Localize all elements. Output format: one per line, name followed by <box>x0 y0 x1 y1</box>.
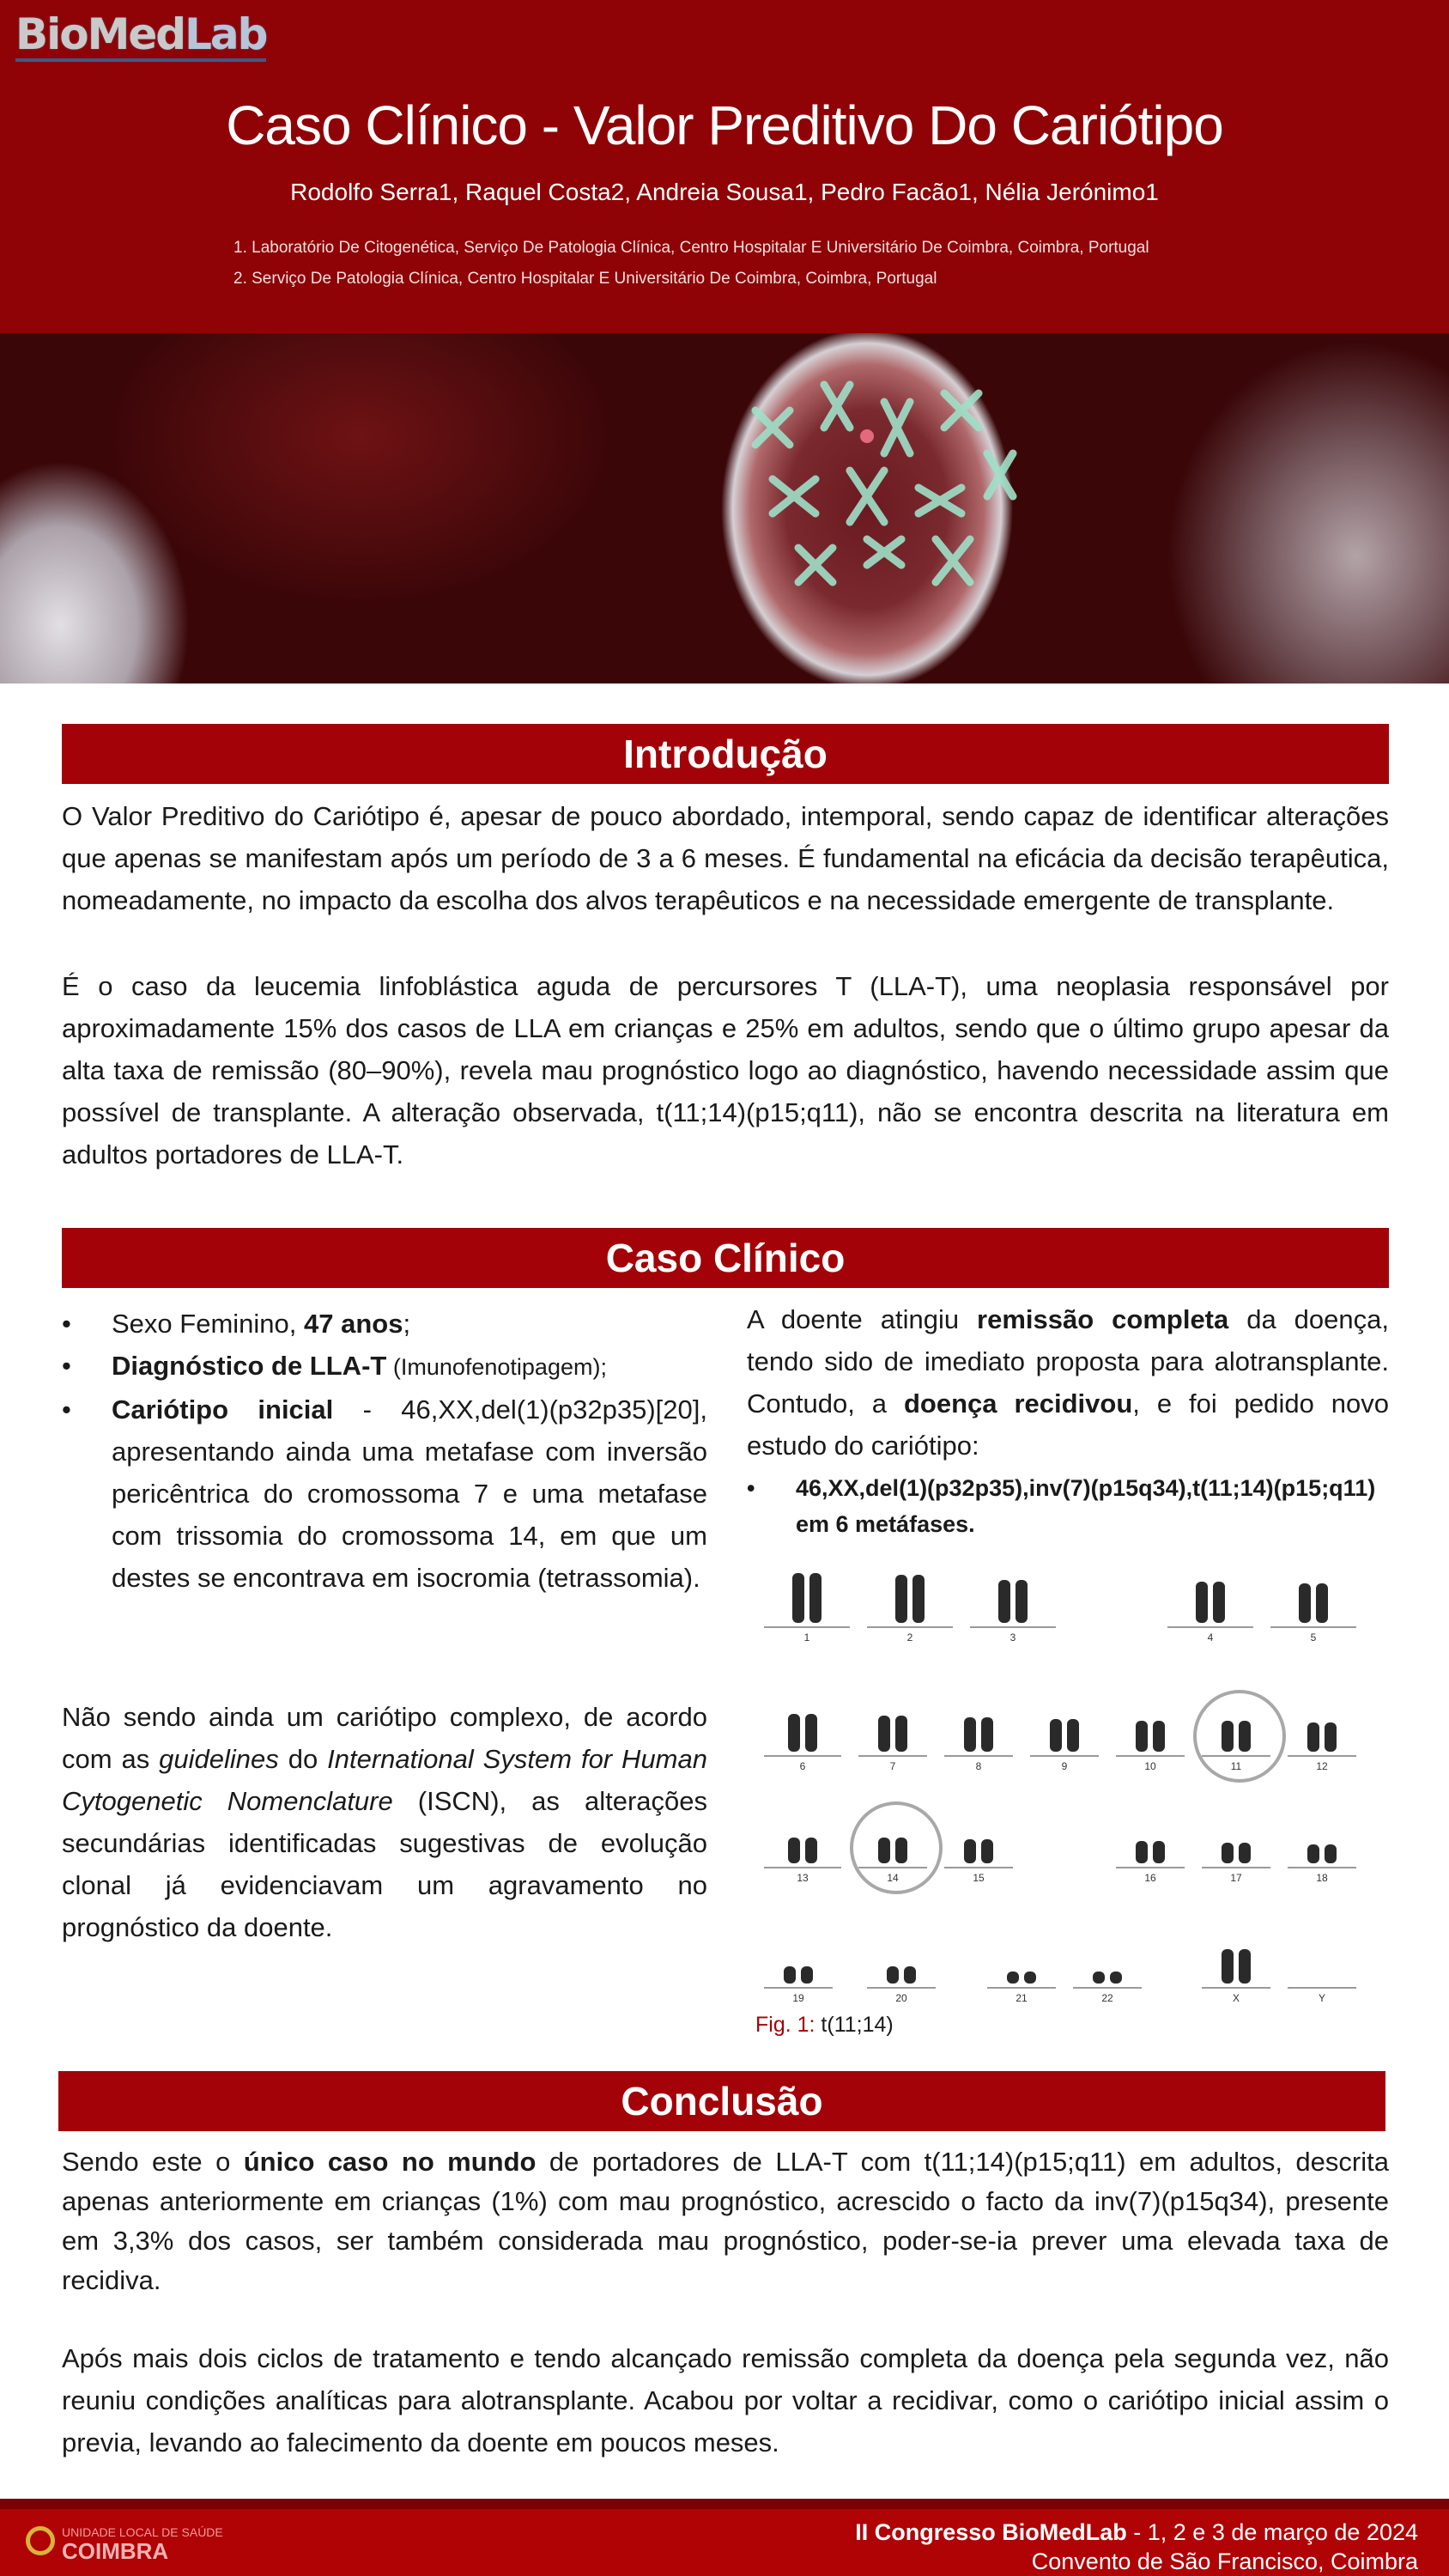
intro-paragraph-2: É o caso da leucemia linfoblástica aguda de percursores T (LLA-T), uma neoplasia responsável por aproximadamente 15% dos casos de LLA em crianças e 25% em adultos, sendo que o último grupo apesar da alta taxa de remissão (80–90%), revela mau prognóstico logo ao diagnóstico, havendo necessidade assim que possível de transplante. A alteração observada, t(11;14)(p15;q11), não se encontra descrita na literatura em adultos portadores de LLA-T. <box>62 971 1389 1170</box>
chromosome-illustration <box>0 333 1449 683</box>
chromosome-shapes <box>1030 1700 1099 1752</box>
uls-coimbra-logo <box>26 2524 223 2562</box>
chromosome-shape <box>1325 1722 1337 1752</box>
uls-big-text: COIMBRA <box>62 2538 169 2564</box>
chromosome-pair <box>987 1932 1056 2004</box>
chromosome-shape <box>1196 1582 1208 1623</box>
chromosome-number: 19 <box>792 1992 804 2004</box>
chromosome-baseline <box>764 1867 841 1868</box>
chromosome-number: Y <box>1318 1992 1325 2004</box>
chromosome-shape <box>964 1839 976 1863</box>
relapse-karyotype: • 46,XX,del(1)(p32p35),inv(7)(p15q34),t(11;14)(p15;q11) em 6 metáfases. <box>747 1470 1389 1542</box>
chromosome-pair <box>764 1812 841 1884</box>
chromosome-shapes <box>1288 1812 1356 1863</box>
case-left-paragraph: Não sendo ainda um cariótipo complexo, de acordo com as guidelines do International System for Human Cytogenetic Nomenclature (ISCN), as alterações secundárias identificadas sugestivas de evolução clonal já evidenciavam um agravamento no prognóstico da doente. <box>62 1702 708 1942</box>
chromosome-number: 16 <box>1144 1872 1156 1884</box>
chromosome-shape <box>1316 1583 1328 1623</box>
chromosome-number: 14 <box>887 1872 899 1884</box>
case-heading: Caso Clínico <box>62 1228 1389 1288</box>
chromosome-number: 15 <box>973 1872 985 1884</box>
chromosome-shape <box>805 1714 817 1752</box>
chromosome-shapes <box>944 1812 1013 1863</box>
chromosome-pair <box>867 1932 936 2004</box>
chromosome-number: 21 <box>1016 1992 1028 2004</box>
chromosome-baseline <box>764 1987 833 1989</box>
chromosome-baseline <box>867 1987 936 1989</box>
chromosome-baseline <box>1288 1867 1356 1868</box>
chromosome-shape <box>1007 1971 1019 1984</box>
chromosome-pair <box>867 1571 953 1643</box>
chromosome-shape <box>1067 1719 1079 1752</box>
chromosome-shape <box>788 1714 800 1752</box>
footer-stripe <box>0 2499 1449 2509</box>
chromosome-number: 18 <box>1316 1872 1328 1884</box>
chromosome-baseline <box>944 1867 1013 1868</box>
chromosome-shape <box>1307 1722 1319 1752</box>
case-bullet-list <box>62 1303 707 1599</box>
chromosome-shapes <box>1116 1700 1185 1752</box>
chromosome-pair <box>1167 1571 1253 1643</box>
chromosome-shapes <box>858 1700 927 1752</box>
chromosome-shapes <box>1288 1932 1356 1984</box>
chromosome-pair <box>1116 1812 1185 1884</box>
chromosome-pair <box>1073 1932 1142 2004</box>
chromosome-shapes <box>764 1812 841 1863</box>
chromosome-shapes <box>867 1932 936 1984</box>
chromosome-shapes <box>764 1932 833 1984</box>
poster-title: Caso Clínico - Valor Preditivo Do Cariótipo <box>226 94 1223 156</box>
chromosome-pair <box>764 1571 850 1643</box>
karyogram-figure <box>764 1571 1382 2004</box>
chromosome-shapes <box>1116 1812 1185 1863</box>
chromosome-shapes <box>1073 1932 1142 1984</box>
chromosome-pair <box>1288 1700 1356 1772</box>
chromosome-number: 11 <box>1230 1760 1242 1772</box>
chromosome-shape <box>792 1573 804 1623</box>
chromosome-shapes <box>1270 1571 1356 1623</box>
chromosome-baseline <box>867 1626 953 1628</box>
chromosome-shape <box>1325 1844 1337 1863</box>
poster-footer <box>0 2499 1449 2576</box>
chromosome-baseline <box>1288 1755 1356 1757</box>
chromosome-shape <box>1239 1843 1251 1863</box>
chromosome-shapes <box>1202 1812 1270 1863</box>
chromosome-pair <box>1288 1812 1356 1884</box>
chromosome-shape <box>801 1966 813 1984</box>
chromosome-shapes <box>1202 1932 1270 1984</box>
chromosome-shapes <box>970 1571 1056 1623</box>
affiliation-2: 2. Serviço De Patologia Clínica, Centro Hospitalar E Universitário De Coimbra, Coimbra, Portugal <box>233 270 937 288</box>
chromosome-shape <box>1024 1971 1036 1984</box>
bullet-sex-age: • Sexo Feminino, 47 anos; <box>62 1303 707 1345</box>
venue-line: Convento de São Francisco, Coimbra <box>1031 2549 1418 2574</box>
conclusion-paragraph-1: Sendo este o único caso no mundo de portadores de LLA-T com t(11;14)(p15;q11) em adultos, descrita apenas anteriormente em crianças (1%) com mau prognóstico, acrescido o facto da inv(7)(p15q34), presente em 3,3% dos casos, ser também considerada mau prognóstico, poder-se-ia prever uma elevada taxa de recidiva. <box>62 2147 1389 2295</box>
intro-heading: Introdução <box>62 724 1389 784</box>
intro-paragraph-1: O Valor Preditivo do Cariótipo é, apesar de pouco abordado, intemporal, sendo capaz de identificar alterações que apenas se manifestam após um período de 3 a 6 meses. É fundamental na eficácia da decisão terapêutica, nomeadamente, no impacto da escolha dos alvos terapêuticos e na necessidade emergente de transplante. <box>62 801 1389 915</box>
chromosome-shape <box>1136 1721 1148 1752</box>
chromosome-shape <box>1093 1971 1105 1984</box>
chromosome-number: 7 <box>889 1760 896 1772</box>
uls-emblem-icon <box>26 2526 55 2555</box>
chromosome-pair <box>1116 1700 1185 1772</box>
chromosome-shape <box>878 1716 890 1752</box>
chromosome-number: 10 <box>1144 1760 1156 1772</box>
cell-chromosome-image <box>0 333 1449 683</box>
chromosome-shape <box>895 1716 907 1752</box>
chromosome-baseline <box>764 1626 850 1628</box>
chromosome-shapes <box>1167 1571 1253 1623</box>
chromosome-baseline <box>764 1755 841 1757</box>
chromosome-baseline <box>1167 1626 1253 1628</box>
chromosome-number: 22 <box>1101 1992 1113 2004</box>
chromosome-shape <box>1153 1721 1165 1752</box>
chromosome-pair <box>1030 1700 1099 1772</box>
chromosome-baseline <box>1202 1987 1270 1989</box>
uls-small-text: UNIDADE LOCAL DE SAÚDE <box>62 2525 223 2539</box>
chromosome-shape <box>805 1838 817 1863</box>
chromosome-shape <box>981 1839 993 1863</box>
chromosome-shapes <box>987 1932 1056 1984</box>
highlight-circle-11 <box>1193 1690 1286 1783</box>
bullet-initial-karyotype: • Cariótipo inicial - 46,XX,del(1)(p32p35)[20], apresentando ainda uma metafase com inversão pericêntrica do cromossoma 7 e uma metafase com trissomia do cromossoma 14, em que um destes se encontrava em isocromia (tetrassomia). <box>62 1388 707 1599</box>
chromosome-baseline <box>1270 1626 1356 1628</box>
figure-caption: Fig. 1: t(11;14) <box>755 2013 894 2037</box>
conclusion-heading: Conclusão <box>58 2071 1385 2131</box>
chromosome-shape <box>1307 1844 1319 1863</box>
chromosome-number: X <box>1232 1992 1240 2004</box>
chromosome-shape <box>788 1838 800 1863</box>
authors: Rodolfo Serra1, Raquel Costa2, Andreia Sousa1, Pedro Facão1, Nélia Jerónimo1 <box>290 179 1159 205</box>
chromosome-baseline <box>1116 1755 1185 1757</box>
chromosome-shape <box>1016 1580 1028 1623</box>
chromosome-pair <box>944 1700 1013 1772</box>
chromosome-pair <box>1288 1932 1356 2004</box>
chromosome-number: 9 <box>1061 1760 1068 1772</box>
chromosome-number: 12 <box>1316 1760 1328 1772</box>
chromosome-shape <box>1136 1841 1148 1863</box>
biomedlab-logo: BioMedLab <box>15 10 266 62</box>
chromosome-shape <box>981 1717 993 1752</box>
chromosome-baseline <box>858 1755 927 1757</box>
chromosome-baseline <box>1073 1987 1142 1989</box>
chromosome-shape <box>809 1573 822 1623</box>
affiliation-1: 1. Laboratório De Citogenética, Serviço De Patologia Clínica, Centro Hospitalar E Universitário De Coimbra, Coimbra, Portugal <box>233 239 1149 257</box>
chromosome-shape <box>1222 1843 1234 1863</box>
conclusion-paragraph-2: Após mais dois ciclos de tratamento e tendo alcançado remissão completa da doença pela segunda vez, não reuniu condições analíticas para alotransplante. Acabou por voltar a recidivar, como o cariótipo inicial assim o previa, levando ao falecimento da doente em poucos meses. <box>62 2343 1389 2458</box>
chromosome-shape <box>1239 1949 1251 1984</box>
chromosome-pair <box>1270 1571 1356 1643</box>
chromosome-number: 1 <box>803 1631 810 1643</box>
bullet-diagnosis: • Diagnóstico de LLA-T (Imunofenotipagem); <box>62 1345 707 1388</box>
chromosome-number: 6 <box>799 1760 806 1772</box>
chromosome-shape <box>964 1717 976 1752</box>
chromosome-baseline <box>944 1755 1013 1757</box>
chromosome-shape <box>1153 1841 1165 1863</box>
chromosome-shapes <box>764 1700 841 1752</box>
chromosome-pair <box>764 1700 841 1772</box>
chromosome-number: 17 <box>1230 1872 1242 1884</box>
chromosome-number: 3 <box>1009 1631 1016 1643</box>
highlight-circle-14 <box>850 1801 943 1894</box>
chromosome-pair <box>970 1571 1056 1643</box>
event-line: II Congresso BioMedLab - 1, 2 e 3 de março de 2024 <box>855 2519 1418 2545</box>
chromosome-pair <box>858 1700 927 1772</box>
chromosome-shape <box>912 1575 925 1623</box>
chromosome-baseline <box>1030 1755 1099 1757</box>
chromosome-pair <box>1202 1812 1270 1884</box>
chromosome-number: 5 <box>1310 1631 1317 1643</box>
chromosome-number: 8 <box>975 1760 982 1772</box>
chromosome-shapes <box>1288 1700 1356 1752</box>
chromosome-pair <box>944 1812 1013 1884</box>
chromosome-baseline <box>1202 1867 1270 1868</box>
chromosome-number: 13 <box>797 1872 809 1884</box>
chromosome-baseline <box>1288 1987 1356 1989</box>
chromosome-shapes <box>867 1571 953 1623</box>
chromosome-shape <box>1299 1583 1311 1623</box>
chromosome-pair <box>1202 1932 1270 2004</box>
chromosome-shape <box>1050 1719 1062 1752</box>
chromosome-shape <box>887 1966 899 1984</box>
chromosome-shape <box>895 1575 907 1623</box>
chromosome-shape <box>1213 1582 1225 1623</box>
poster-header <box>0 0 1449 333</box>
chromosome-shape <box>998 1580 1010 1623</box>
chromosome-shapes <box>764 1571 850 1623</box>
chromosome-number: 20 <box>895 1992 907 2004</box>
chromosome-baseline <box>1116 1867 1185 1868</box>
chromosome-shapes <box>944 1700 1013 1752</box>
chromosome-shape <box>904 1966 916 1984</box>
chromosome-pair <box>764 1932 833 2004</box>
chromosome-shape <box>784 1966 796 1984</box>
chromosome-shape <box>1222 1949 1234 1984</box>
case-right-paragraph: A doente atingiu remissão completa da doença, tendo sido de imediato proposta para alotransplante. Contudo, a doença recidivou, e foi pedido novo estudo do cariótipo: <box>747 1304 1389 1461</box>
chromosome-number: 4 <box>1207 1631 1214 1643</box>
chromosome-baseline <box>970 1626 1056 1628</box>
chromosome-shape <box>1110 1971 1122 1984</box>
chromosome-baseline <box>987 1987 1056 1989</box>
chromosome-number: 2 <box>906 1631 913 1643</box>
